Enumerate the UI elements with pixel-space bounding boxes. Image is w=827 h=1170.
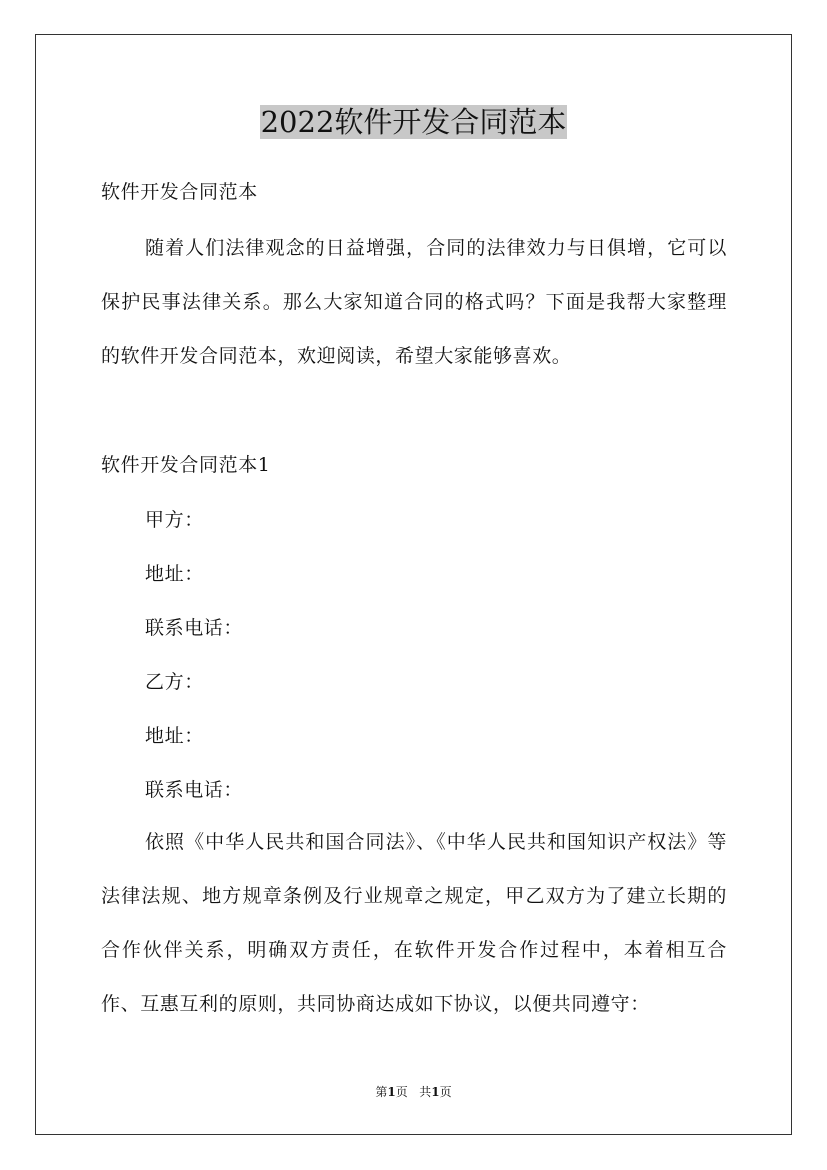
party-b-phone-label: 联系电话： [145, 779, 244, 801]
document-subtitle: 软件开发合同范本 [101, 181, 258, 203]
footer-page-number: 1 [387, 1085, 396, 1099]
footer-total-number: 1 [431, 1085, 440, 1099]
footer-page-prefix: 第 [375, 1085, 388, 1099]
footer-total-prefix: 共 [419, 1085, 432, 1099]
party-b-label: 乙方： [145, 671, 204, 693]
page-footer [0, 1083, 827, 1101]
footer-page-suffix: 页 [395, 1085, 408, 1099]
agreement-paragraph: 依照《中华人民共和国合同法》、《中华人民共和国知识产权法》等法律法规、地方规章条例及行业规章之规定，甲乙双方为了建立长期的合作伙伴关系，明确双方责任，在软件开发合作过程中，本着相互合作、互惠互利的原则，共同协商达成如下协议，以便共同遵守： [101, 831, 727, 1015]
party-a-address-label: 地址： [145, 563, 204, 585]
section-heading: 软件开发合同范本1 [101, 454, 271, 476]
document-title-text: 2022软件开发合同范本 [260, 105, 567, 139]
intro-paragraph: 随着人们法律观念的日益增强，合同的法律效力与日俱增，它可以保护民事法律关系。那么大家知道合同的格式吗？下面是我帮大家整理的软件开发合同范本，欢迎阅读，希望大家能够喜欢。 [101, 237, 727, 367]
footer-total-suffix: 页 [439, 1085, 452, 1099]
party-a-label: 甲方： [145, 509, 204, 531]
party-b-address-label: 地址： [145, 725, 204, 747]
document-title [0, 102, 827, 142]
party-a-phone-label: 联系电话： [145, 617, 244, 639]
